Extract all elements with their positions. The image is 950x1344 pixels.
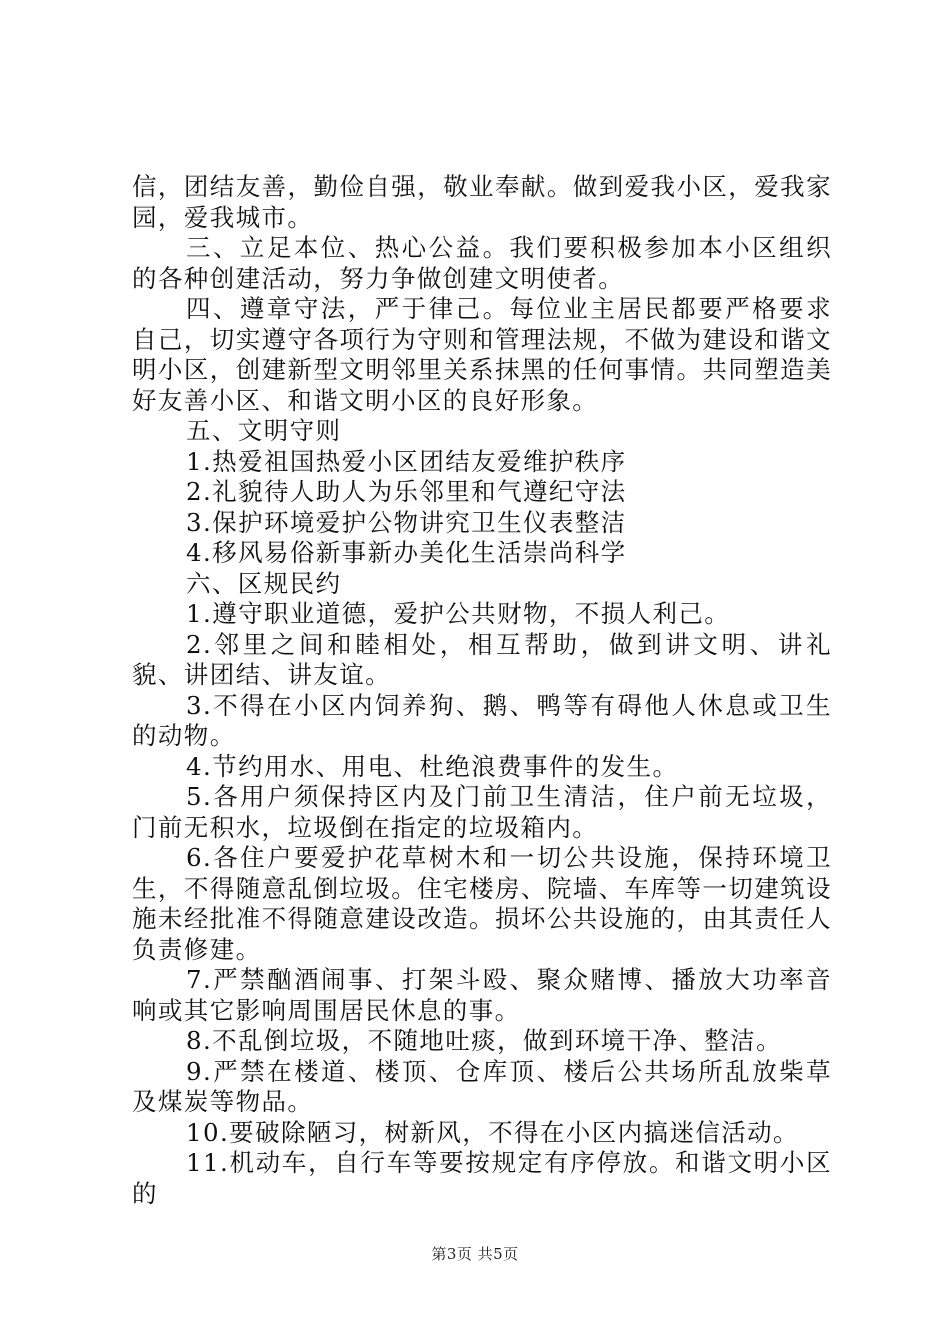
regulation-item-5: 5.各用户须保持区内及门前卫生清洁，住户前无垃圾，门前无积水，垃圾倒在指定的垃圾箱内。 [132,782,832,842]
paragraph-3: 四、遵章守法，严于律己。每位业主居民都要严格要求自己，切实遵守各项行为守则和管理法规，不做为建设和谐文明小区，创建新型文明邻里关系抹黑的任何事情。共同塑造美好友善小区、和谐文明小区的良好形象。 [132,294,832,415]
paragraph-1: 信，团结友善，勤俭自强，敬业奉献。做到爱我小区，爱我家园，爱我城市。 [132,172,832,232]
rule-item-4: 4.移风易俗新事新办美化生活崇尚科学 [186,538,627,567]
rule-item-1: 1.热爱祖国热爱小区团结友爱维护秩序 [186,446,627,476]
regulation-item-6: 6.各住户要爱护花草树木和一切公共设施，保持环境卫生，不得随意乱倒垃圾。住宅楼房、院墙、车库等一切建筑设施未经批准不得随意建设改造。损坏公共设施的，由其责任人负责修建。 [132,843,832,964]
rule-item-3: 3.保护环境爱护公物讲究卫生仪表整洁 [186,507,627,537]
section-heading-community-regulations: 六、区规民约 [186,568,342,598]
regulation-item-10: 10.要破除陋习，树新风，不得在小区内搞迷信活动。 [186,1117,799,1147]
regulation-item-8: 8.不乱倒垃圾，不随地吐痰，做到环境干净、整洁。 [186,1026,782,1055]
document-body [132,172,832,1209]
rule-item-2: 2.礼貌待人助人为乐邻里和气遵纪守法 [186,477,627,506]
regulation-item-11: 11.机动车，自行车等要按规定有序停放。和谐文明小区的 [132,1148,832,1208]
regulation-item-3: 3.不得在小区内饲养狗、鹅、鸭等有碍他人休息或卫生的动物。 [132,690,832,750]
paragraph-2: 三、立足本位、热心公益。我们要积极参加本小区组织的各种创建活动，努力争做创建文明使者。 [132,233,832,293]
regulation-item-4: 4.节约用水、用电、杜绝浪费事件的发生。 [186,751,679,781]
regulation-item-1: 1.遵守职业道德，爱护公共财物，不损人利己。 [186,599,731,628]
regulation-item-2: 2.邻里之间和睦相处，相互帮助，做到讲文明、讲礼貌、讲团结、讲友谊。 [132,629,832,689]
section-heading-civility-rules: 五、文明守则 [186,416,342,445]
regulation-item-7: 7.严禁酗酒闹事、打架斗殴、聚众赌博、播放大功率音响或其它影响周围居民休息的事。 [132,965,832,1025]
regulation-item-9: 9.严禁在楼道、楼顶、仓库顶、楼后公共场所乱放柴草及煤炭等物品。 [132,1056,832,1116]
page-number-footer: 第3页 共5页 [431,1245,519,1263]
